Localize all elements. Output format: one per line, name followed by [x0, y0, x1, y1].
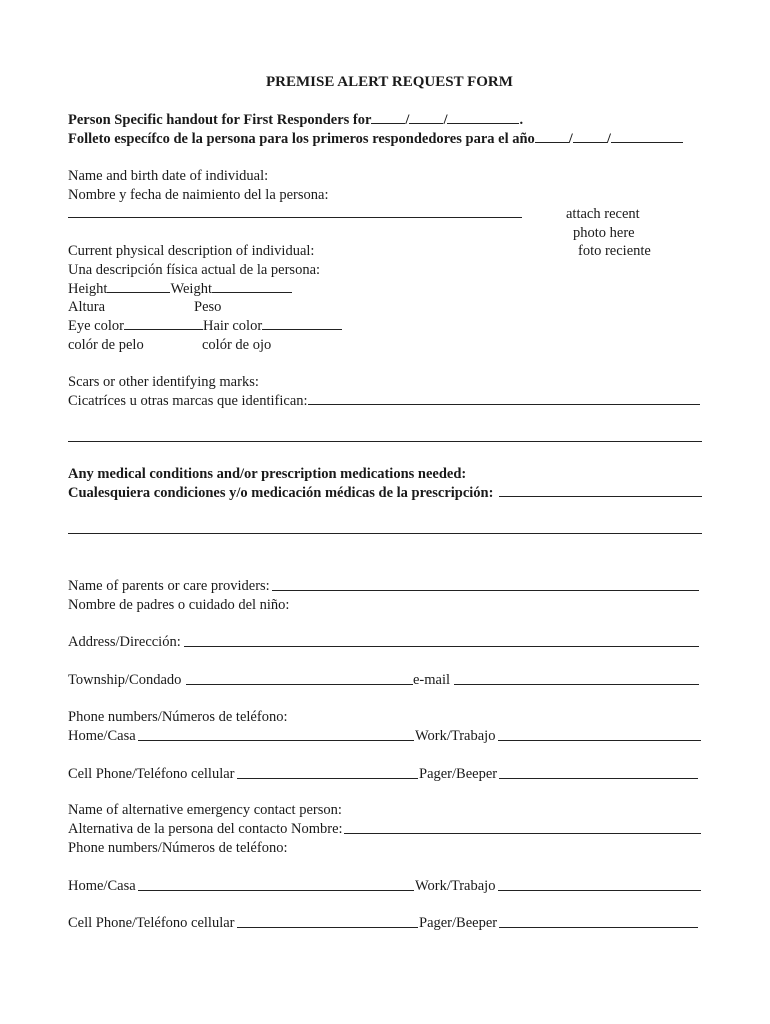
mes-field[interactable]	[535, 130, 569, 143]
alt-contact-label-es: Alternativa de la persona del contacto Nombre:	[68, 821, 343, 837]
height-field[interactable]	[107, 280, 170, 293]
name-field[interactable]	[68, 217, 522, 218]
email-field[interactable]	[454, 684, 699, 685]
medical-label-en: Any medical conditions and/or prescription medications needed:	[68, 466, 467, 482]
alt-cell-phone-field[interactable]	[237, 927, 418, 928]
intro-spanish-label: Folleto específco de la persona para los primeros respondedores para el año	[68, 131, 535, 147]
intro-english-label: Person Specific handout for First Responders for	[68, 112, 372, 128]
year-field[interactable]	[447, 111, 519, 124]
day-field[interactable]	[409, 111, 443, 124]
cell-phone-field[interactable]	[237, 778, 418, 779]
parents-field[interactable]	[272, 590, 699, 591]
photo-text-3: foto reciente	[578, 243, 651, 259]
date-slash: /	[606, 131, 611, 147]
parents-label-en: Name of parents or care providers:	[68, 578, 270, 594]
scars-field-2[interactable]	[68, 441, 702, 442]
name-label-es: Nombre y fecha de naimiento del la persona:	[68, 187, 329, 203]
scars-field[interactable]	[308, 404, 700, 405]
ano-field[interactable]	[611, 130, 683, 143]
physical-label-en: Current physical description of individual:	[68, 243, 315, 259]
medical-field[interactable]	[499, 496, 702, 497]
peso-label: Peso	[194, 299, 222, 315]
name-label-en: Name and birth date of individual:	[68, 168, 269, 184]
intro-spanish	[68, 130, 683, 148]
address-field[interactable]	[184, 646, 699, 647]
photo-text-1: attach recent	[566, 206, 640, 222]
parents-label-es: Nombre de padres o cuidado del niño:	[68, 597, 290, 613]
email-label: e-mail	[413, 672, 451, 688]
height-weight-row	[68, 280, 292, 298]
alt-cell-label: Cell Phone/Teléfono cellular	[68, 915, 235, 931]
hair-color-field[interactable]	[262, 317, 342, 330]
work-label: Work/Trabajo	[415, 728, 496, 744]
eye-color-field[interactable]	[124, 317, 203, 330]
alt-home-label: Home/Casa	[68, 878, 136, 894]
weight-label: Weight	[170, 281, 212, 297]
pelo-label: colór de pelo	[68, 337, 144, 353]
weight-field[interactable]	[212, 280, 292, 293]
eye-hair-row	[68, 317, 342, 335]
home-phone-field[interactable]	[138, 740, 414, 741]
ojo-label: colór de ojo	[202, 337, 272, 353]
alt-contact-label-en: Name of alternative emergency contact person:	[68, 802, 342, 818]
form-title: PREMISE ALERT REQUEST FORM	[266, 74, 513, 90]
home-label: Home/Casa	[68, 728, 136, 744]
alt-home-phone-field[interactable]	[138, 890, 414, 891]
date-slash: /	[568, 131, 573, 147]
height-label: Height	[68, 281, 108, 297]
phones-heading: Phone numbers/Números de teléfono:	[68, 709, 288, 725]
cell-label: Cell Phone/Teléfono cellular	[68, 766, 235, 782]
date-slash: /	[443, 112, 448, 128]
date-slash: /	[405, 112, 410, 128]
address-label: Address/Dirección:	[68, 634, 181, 650]
pager-field[interactable]	[499, 778, 698, 779]
hair-color-label: Hair color	[202, 318, 263, 334]
alt-work-label: Work/Trabajo	[415, 878, 496, 894]
medical-field-2[interactable]	[68, 533, 702, 534]
alt-phones-heading: Phone numbers/Números de teléfono:	[68, 840, 288, 856]
alt-pager-label: Pager/Beeper	[419, 915, 498, 931]
period: .	[519, 112, 524, 128]
medical-label-es: Cualesquiera condiciones y/o medicación médicas de la prescripción:	[68, 485, 494, 501]
altura-label: Altura	[68, 299, 106, 315]
work-phone-field[interactable]	[498, 740, 701, 741]
alt-pager-field[interactable]	[499, 927, 698, 928]
eye-color-label: Eye color	[68, 318, 124, 334]
township-field[interactable]	[186, 684, 413, 685]
month-field[interactable]	[371, 111, 405, 124]
township-label: Township/Condado	[68, 672, 182, 688]
physical-label-es: Una descripción física actual de la persona:	[68, 262, 321, 278]
photo-text-2: photo here	[573, 225, 635, 241]
dia-field[interactable]	[573, 130, 607, 143]
alt-contact-name-field[interactable]	[344, 833, 701, 834]
scars-label-en: Scars or other identifying marks:	[68, 374, 259, 390]
alt-work-phone-field[interactable]	[498, 890, 701, 891]
intro-english	[68, 111, 523, 129]
pager-label: Pager/Beeper	[419, 766, 498, 782]
scars-label-es: Cicatríces u otras marcas que identifican:	[68, 393, 308, 409]
